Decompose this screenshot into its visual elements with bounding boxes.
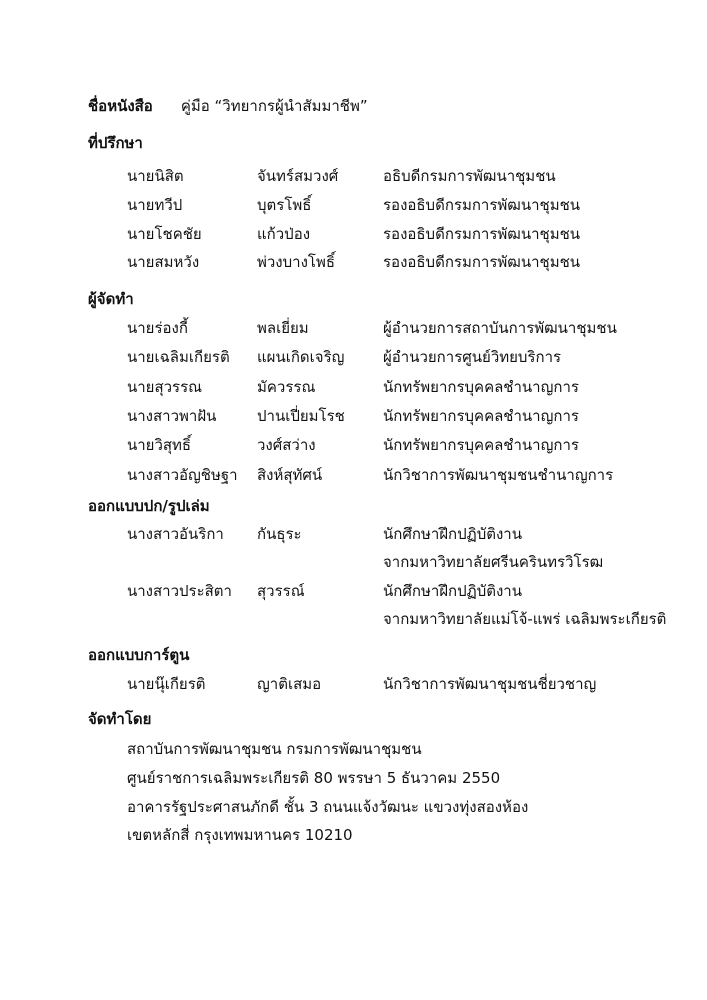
position: นักทรัพยากรบุคคลชำนาญการ xyxy=(383,407,579,425)
first-name: นายเฉลิมเกียรติ xyxy=(127,348,230,366)
first-name: นายสมหวัง xyxy=(127,253,200,271)
position: รองอธิบดีกรมการพัฒนาชุมชน xyxy=(383,196,581,214)
last-name: พลเยี่ยม xyxy=(257,319,309,337)
first-name: นายทวีป xyxy=(127,196,183,214)
first-name: นายร่องกี้ xyxy=(127,319,188,337)
position: นักศึกษาฝึกปฏิบัติงาน xyxy=(383,582,522,600)
designer-row xyxy=(0,522,707,544)
position: นักศึกษาฝึกปฏิบัติงาน xyxy=(383,525,522,543)
producer-row xyxy=(0,404,707,426)
first-name: นางสาวอันริกา xyxy=(127,525,224,543)
position: นักวิชาการพัฒนาชุมชนชำนาญการ xyxy=(383,466,614,484)
book-title-line xyxy=(88,94,368,118)
last-name: บุตรโพธิ์ xyxy=(257,196,312,214)
first-name: นางสาวพาฝัน xyxy=(127,407,217,425)
last-name: สิงห์สุทัศน์ xyxy=(257,466,323,484)
first-name: นายโชคชัย xyxy=(127,225,202,243)
first-name: นางสาวอัญชิษฐา xyxy=(127,466,238,484)
position: รองอธิบดีกรมการพัฒนาชุมชน xyxy=(383,225,581,243)
last-name: แก้วป่อง xyxy=(257,225,311,243)
producer-row xyxy=(0,375,707,397)
publisher-line: อาคารรัฐประศาสนภักดี ชั้น 3 ถนนแจ้งวัฒนะ แขวงทุ่งสองห้อง xyxy=(127,798,529,816)
last-name: ปานเปี่ยมโรช xyxy=(257,407,345,425)
position: รองอธิบดีกรมการพัฒนาชุมชน xyxy=(383,253,581,271)
first-name: นายนิสิต xyxy=(127,167,184,185)
last-name: มัควรรณ xyxy=(257,378,316,396)
first-name: นางสาวประสิตา xyxy=(127,582,232,600)
producer-row xyxy=(0,345,707,367)
design-heading: ออกแบบปก/รูปเล่ม xyxy=(88,497,210,515)
institution: จากมหาวิทยาลัยแม่โจ้-แพร่ เฉลิมพระเกียรติ xyxy=(383,610,667,628)
position: นักทรัพยากรบุคคลชำนาญการ xyxy=(383,378,579,396)
publisher-heading: จัดทำโดย xyxy=(88,710,152,728)
book-label: ชื่อหนังสือ xyxy=(88,97,153,115)
first-name: นายสุวรรณ xyxy=(127,378,203,396)
designer-row-continued xyxy=(0,607,707,629)
last-name: พ่วงบางโพธิ์ xyxy=(257,253,336,271)
producer-row xyxy=(0,463,707,485)
first-name: นายนุ๊เกียรติ xyxy=(127,675,206,693)
advisor-row xyxy=(0,193,707,215)
last-name: สุวรรณ์ xyxy=(257,582,305,600)
publisher-line: เขตหลักสี่ กรุงเทพมหานคร 10210 xyxy=(127,826,353,844)
position: ผู้อำนวยการศูนย์วิทยบริการ xyxy=(383,348,562,366)
cartoonist-row xyxy=(0,672,707,694)
last-name: กันธุระ xyxy=(257,525,302,543)
producers-heading: ผู้จัดทำ xyxy=(88,290,134,308)
publisher-line: ศูนย์ราชการเฉลิมพระเกียรติ 80 พรรษา 5 ธันวาคม 2550 xyxy=(127,769,501,787)
advisor-row xyxy=(0,250,707,272)
last-name: วงศ์สว่าง xyxy=(257,436,316,454)
book-title: คู่มือ “วิทยากรผู้นำสัมมาชีพ” xyxy=(180,97,368,115)
last-name: ญาติเสมอ xyxy=(257,675,322,693)
position: อธิบดีกรมการพัฒนาชุมชน xyxy=(383,167,556,185)
cartoon-heading: ออกแบบการ์ตูน xyxy=(88,646,190,664)
designer-row xyxy=(0,579,707,601)
last-name: จันทร์สมวงศ์ xyxy=(257,167,339,185)
position: นักวิชาการพัฒนาชุมชนชี่ยวชาญ xyxy=(383,675,597,693)
first-name: นายวิสุทธิ์ xyxy=(127,436,192,454)
advisors-heading: ที่ปรึกษา xyxy=(88,134,143,152)
last-name: แผนเกิดเจริญ xyxy=(257,348,345,366)
producer-row xyxy=(0,316,707,338)
position: ผู้อำนวยการสถาบันการพัฒนาชุมชน xyxy=(383,319,617,337)
designer-row-continued xyxy=(0,550,707,572)
advisor-row xyxy=(0,164,707,186)
institution: จากมหาวิทยาลัยศรีนครินทรวิโรฒ xyxy=(383,553,604,571)
producer-row xyxy=(0,433,707,455)
advisor-row xyxy=(0,222,707,244)
position: นักทรัพยากรบุคคลชำนาญการ xyxy=(383,436,579,454)
publisher-line: สถาบันการพัฒนาชุมชน กรมการพัฒนาชุมชน xyxy=(127,740,422,758)
